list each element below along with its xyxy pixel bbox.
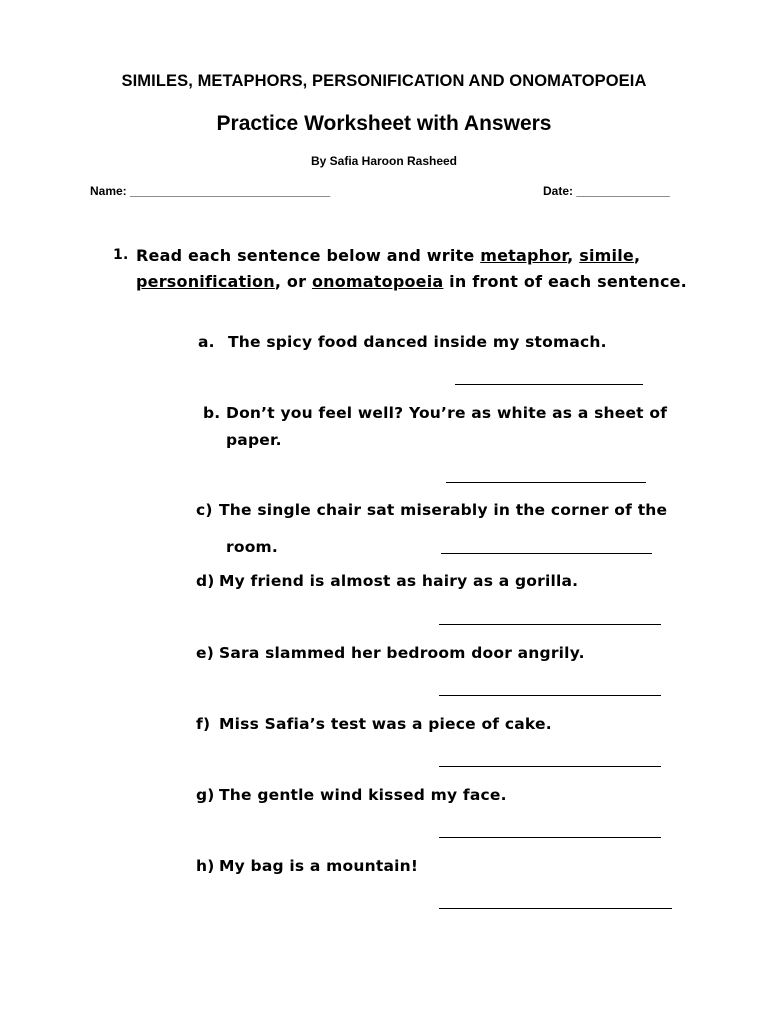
item-label: d): [196, 572, 215, 590]
instruction-text: , or: [274, 272, 312, 291]
answer-line[interactable]: [439, 766, 661, 767]
answer-line[interactable]: [446, 482, 646, 483]
worksheet-subtitle: Practice Worksheet with Answers: [216, 112, 552, 135]
item-label: e): [196, 644, 214, 662]
item-sentence: The gentle wind kissed my face.: [219, 786, 507, 804]
instruction-text: ,: [567, 246, 580, 265]
item-label: c): [196, 501, 213, 519]
answer-line[interactable]: [439, 624, 661, 625]
item-sentence: Miss Safia’s test was a piece of cake.: [219, 715, 552, 733]
instruction-line-2: [136, 272, 687, 291]
item-sentence-continued: room.: [226, 538, 278, 556]
instruction-text: in front of each sentence.: [443, 272, 687, 291]
item-sentence-continued: paper.: [226, 431, 282, 449]
answer-line[interactable]: [439, 908, 672, 909]
instruction-text: ,: [633, 246, 641, 265]
item-label: g): [196, 786, 215, 804]
date-field[interactable]: Date: ______________: [543, 184, 670, 198]
keyword-metaphor: metaphor: [480, 246, 568, 265]
item-label: f): [196, 715, 211, 733]
item-sentence: My bag is a mountain!: [219, 857, 419, 875]
worksheet-title: SIMILES, METAPHORS, PERSONIFICATION AND ONOMATOPOEIA: [121, 72, 647, 90]
answer-line[interactable]: [439, 837, 661, 838]
author-credit: By Safia Haroon Rasheed: [310, 154, 458, 168]
name-field[interactable]: Name: ______________________________: [90, 184, 331, 198]
item-sentence: The single chair sat miserably in the corner of the: [219, 501, 668, 519]
answer-line[interactable]: [455, 384, 643, 385]
item-label: a.: [198, 333, 215, 351]
item-label: h): [196, 857, 215, 875]
answer-line[interactable]: [439, 695, 661, 696]
instruction-line-1: [136, 246, 640, 265]
item-label: b.: [203, 404, 221, 422]
item-sentence: My friend is almost as hairy as a gorilla.: [219, 572, 579, 590]
item-sentence: Don’t you feel well? You’re as white as a sheet of: [226, 404, 668, 422]
instruction-text: Read each sentence below and write: [136, 246, 481, 265]
keyword-simile: simile: [579, 246, 634, 265]
keyword-onomatopoeia: onomatopoeia: [311, 272, 444, 291]
answer-line[interactable]: [441, 553, 652, 554]
item-sentence: The spicy food danced inside my stomach.: [228, 333, 607, 351]
keyword-personification: personification: [136, 272, 275, 291]
question-number: 1.: [113, 247, 129, 263]
item-sentence: Sara slammed her bedroom door angrily.: [219, 644, 585, 662]
